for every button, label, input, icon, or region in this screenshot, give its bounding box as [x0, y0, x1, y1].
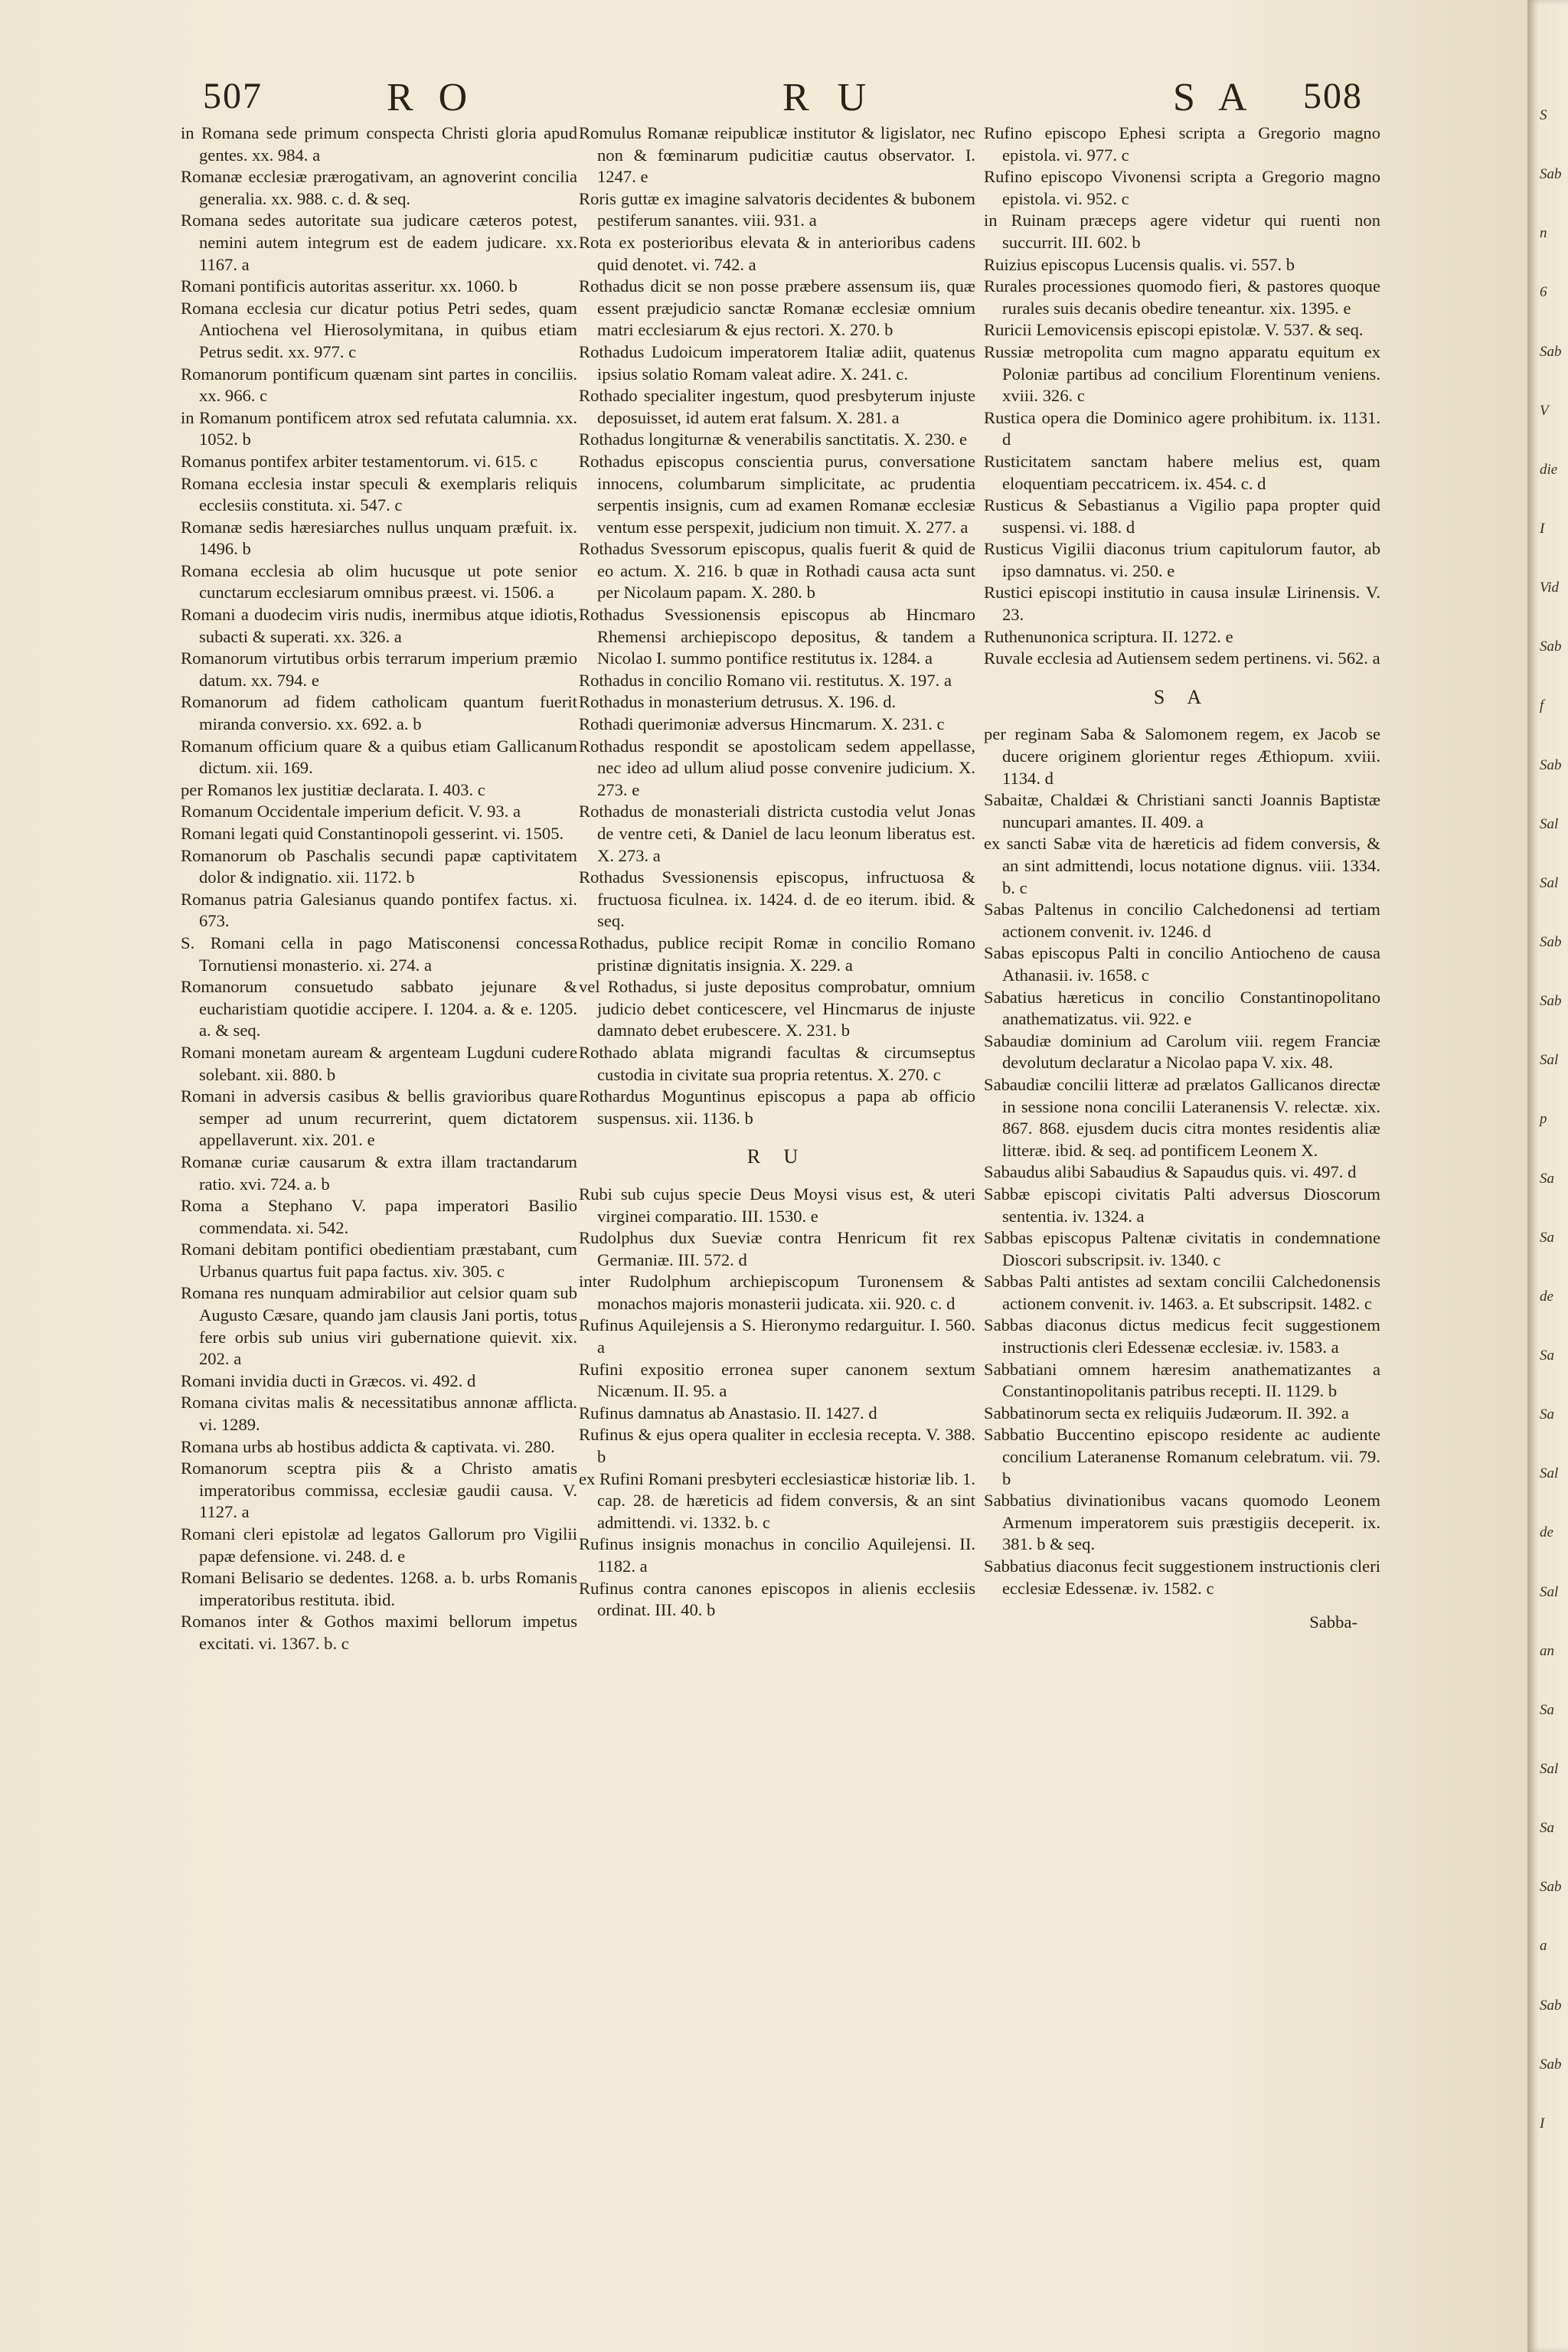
- index-entry: Romanæ curiæ causarum & extra illam tractandarum ratio. xvi. 724. a. b: [181, 1152, 577, 1194]
- index-entry: Rufinus damnatus ab Anastasio. II. 1427. d: [579, 1403, 877, 1423]
- next-page-fragment: Sab: [1540, 756, 1562, 773]
- index-entry: Sabbas diaconus dictus medicus fecit suggestionem instructionis cleri Edessenæ ecclesiæ. iv. 1583. a: [984, 1315, 1380, 1357]
- index-entry: Romani debitam pontifici obedientiam præstabant, cum Urbanus quartus fuit papa factus. xiv. 305. c: [181, 1240, 577, 1281]
- next-page-fragment: Sa: [1540, 1229, 1554, 1246]
- index-entry: Rufino episcopo Ephesi scripta a Gregorio magno epistola. vi. 977. c: [984, 123, 1380, 165]
- index-entry: Sabatius hæreticus in concilio Constantinopolitano anathematizatus. vii. 922. e: [984, 987, 1380, 1029]
- index-entry: per Romanos lex justitiæ declarata. I. 403. c: [181, 779, 485, 799]
- index-entry: Romani a duodecim viris nudis, inermibus atque idiotis, subacti & superati. xx. 326. a: [181, 605, 577, 646]
- index-entry: Romanus patria Galesianus quando pontifex factus. xi. 673.: [181, 889, 577, 931]
- index-column-2: [579, 122, 975, 2312]
- index-entry: Sabaudiæ concilii litteræ ad prælatos Gallicanos directæ in sessione nona concilii Lateranensis V. relectæ. xix. 867. 868. ejusdem ducis citra montes residentis aliæ litteræ. ibid. & seq. ad pontificem Leonem X.: [984, 1074, 1380, 1160]
- index-entry: Sabbatius divinationibus vacans quomodo Leonem Armenum imperatorem suis præstigiis deceperit. ix. 381. b & seq.: [984, 1491, 1380, 1554]
- next-page-fragment: Sa: [1540, 1170, 1554, 1187]
- index-entry: Rothardus Moguntinus episcopus a papa ab officio suspensus. xii. 1136. b: [579, 1086, 975, 1128]
- index-entry: Rufinus insignis monachus in concilio Aquilejensi. II. 1182. a: [579, 1534, 975, 1576]
- index-entry: Rufinus Aquilejensis a S. Hieronymo redarguitur. I. 560. a: [579, 1315, 975, 1357]
- index-entry: Rothado specialiter ingestum, quod presbyterum injuste deposuisset, id autem erat falsum. X. 281. a: [579, 386, 975, 427]
- next-page-fragment: Sa: [1540, 1406, 1554, 1423]
- index-entry: Rustici episcopi institutio in causa insulæ Lirinensis. V. 23.: [984, 583, 1380, 625]
- index-entry: Rothadus, publice recipit Romæ in concilio Romano pristinæ dignitatis insignia. X. 229. a: [579, 933, 975, 975]
- index-entry: Rothadus in concilio Romano vii. restitutus. X. 197. a: [579, 670, 952, 690]
- next-page-fragment: de: [1540, 1288, 1553, 1305]
- index-entry: Rothadi querimoniæ adversus Hincmarum. X. 231. c: [579, 714, 945, 734]
- index-entry: Sabaudus alibi Sabaudius & Sapaudus quis. vi. 497. d: [984, 1162, 1357, 1182]
- index-entry: Romani Belisario se dedentes. 1268. a. b. urbs Romanis imperatoribus restituta. ibid.: [181, 1568, 577, 1609]
- index-entry: Rothadus longiturnæ & venerabilis sanctitatis. X. 230. e: [579, 430, 968, 449]
- index-entry: Roris guttæ ex imagine salvatoris decidentes & bubonem pestiferum sanantes. viii. 931. a: [579, 188, 975, 230]
- index-entry: Rufinus & ejus opera qualiter in ecclesia recepta. V. 388. b: [579, 1425, 975, 1467]
- next-page-fragment: Sal: [1540, 1583, 1559, 1600]
- index-column-3: [984, 122, 1380, 2312]
- next-page-fragment: 6: [1540, 284, 1547, 301]
- index-entry: Romana res nunquam admirabilior aut celsior quam sub Augusto Cæsare, quando jam clausis Jani portis, totus fere orbis sub unius viri gubernatione quievit. xix. 202. a: [181, 1283, 577, 1369]
- next-page-fragment: Sa: [1540, 1820, 1554, 1837]
- index-entry: Rothadus de monasteriali districta custodia velut Jonas de ventre ceti, & Daniel de lacu leonum liberatus est. X. 273. a: [579, 802, 975, 865]
- index-entry: Romanum Occidentale imperium deficit. V. 93. a: [181, 802, 521, 822]
- next-page-fragment: V: [1540, 402, 1549, 419]
- next-page-fragment: an: [1540, 1642, 1554, 1659]
- index-entry: Rurales processiones quomodo fieri, & pastores quoque rurales suis decanis obedire teneantur. xix. 1395. e: [984, 276, 1380, 318]
- running-head-left: R O: [387, 76, 475, 119]
- next-page-fragment: Sab: [1540, 639, 1562, 655]
- index-entry: Russiæ metropolita cum magno apparatu equitum ex Poloniæ partibus ad concilium Florentinum veniens. xviii. 326. c: [984, 341, 1380, 406]
- index-entry: Ruthenunonica scriptura. II. 1272. e: [984, 626, 1233, 646]
- index-entry: Romanorum consuetudo sabbato jejunare & eucharistiam quotidie accipere. I. 1204. a. & e. 1205. a. & seq.: [181, 977, 577, 1040]
- index-entry: Romanos inter & Gothos maximi bellorum impetus excitati. vi. 1367. b. c: [181, 1612, 577, 1653]
- index-entry: Rothadus dicit se non posse præbere assensum iis, quæ essent præjudicio sanctæ Romanæ ecclesiæ omnium matri ecclesiarum & ejus rectori. X. 270. b: [579, 276, 975, 340]
- index-entry: ex Rufini Romani presbyteri ecclesiasticæ historiæ lib. 1. cap. 28. de hæreticis ad fidem conversis, & an sint admittendi. vi. 1332. b. c: [579, 1468, 975, 1532]
- next-page-fragment: a: [1540, 1938, 1547, 1955]
- index-entry: Rufini expositio erronea super canonem sextum Nicænum. II. 95. a: [579, 1359, 975, 1401]
- index-entry: vel Rothadus, si juste depositus comprobatur, omnium judicio debet conticescere, vel Hincmarus de injuste damnato debet erubescere. X. 231. b: [579, 977, 975, 1040]
- next-page-fragment: Sab: [1540, 166, 1562, 183]
- index-entry: Romana ecclesia cur dicatur potius Petri sedes, quam Antiochena vel Hierosolymitana, in quibus etiam Petrus sedit. xx. 977. c: [181, 298, 577, 361]
- index-entry: Romanus pontifex arbiter testamentorum. vi. 615. c: [181, 451, 538, 471]
- index-entry: Romanum officium quare & a quibus etiam Gallicanum dictum. xii. 169.: [181, 736, 577, 778]
- next-page-fragment: f: [1540, 697, 1544, 714]
- index-entry: Rothado ablata migrandi facultas & circumseptus custodia in civitate sua propria retentus. X. 270. c: [579, 1042, 975, 1084]
- index-entry: Romana ecclesia instar speculi & exemplaris reliquis ecclesiis constituta. xi. 547. c: [181, 473, 577, 515]
- index-entry: Rota ex posterioribus elevata & in anterioribus cadens quid denotet. vi. 742. a: [579, 232, 975, 274]
- index-entry: Sabbatius diaconus fecit suggestionem instructionis cleri ecclesiæ Edessenæ. iv. 1582. c: [984, 1557, 1380, 1598]
- next-page-fragment: Sa: [1540, 1348, 1554, 1364]
- index-entry: Rothadus Svessorum episcopus, qualis fuerit & quid de eo actum. X. 216. b quæ in Rothadi causa acta sunt per Nicolaum papam. X. 280. b: [579, 539, 975, 603]
- index-entry: Romani legati quid Constantinopoli gesserint. vi. 1505.: [181, 824, 564, 843]
- index-entry: Sabbæ episcopi civitatis Palti adversus Dioscorum sententia. iv. 1324. a: [984, 1184, 1380, 1226]
- index-entry: in Romanum pontificem atrox sed refutata calumnia. xx. 1052. b: [181, 407, 577, 449]
- index-entry: Rothadus in monasterium detrusus. X. 196. d.: [579, 692, 897, 712]
- index-entry: Romana ecclesia ab olim hucusque ut pote senior cunctarum ecclesiarum omnibus præest. vi. 1506. a: [181, 560, 577, 603]
- index-entry: Rustica opera die Dominico agere prohibitum. ix. 1131. d: [984, 407, 1380, 449]
- next-page-fragment: Sal: [1540, 1761, 1559, 1777]
- index-entry: Romani cleri epistolæ ad legatos Gallorum pro Vigilii papæ defensione. vi. 248. d. e: [181, 1524, 577, 1566]
- index-entry: Roma a Stephano V. papa imperatori Basilio commendata. xi. 542.: [181, 1196, 577, 1237]
- index-entry: Romulus Romanæ reipublicæ institutor & ligislator, nec non & fœminarum pudicitiæ cautus observator. I. 1247. e: [579, 123, 975, 187]
- index-entry: Romana urbs ab hostibus addicta & captivata. vi. 280.: [181, 1436, 555, 1456]
- next-page-fragment: Sab: [1540, 993, 1562, 1010]
- next-page-fragment: I: [1540, 521, 1545, 537]
- next-page-fragment: S: [1540, 107, 1547, 123]
- section-heading: R U: [746, 1145, 808, 1168]
- index-entry: Sabas episcopus Palti in concilio Antiocheno de causa Athanasii. iv. 1658. c: [984, 943, 1380, 985]
- next-page-fragment: Vid: [1540, 580, 1559, 596]
- index-entry: Romana civitas malis & necessitatibus annonæ afflicta. vi. 1289.: [181, 1393, 577, 1435]
- index-entry: Romana sedes autoritate sua judicare cæteros potest, nemini autem integrum est de eadem judicare. xx. 1167. a: [181, 211, 577, 274]
- index-entry: Ruizius episcopus Lucensis qualis. vi. 557. b: [984, 254, 1295, 274]
- index-entry: Ruvale ecclesia ad Autiensem sedem pertinens. vi. 562. a: [984, 648, 1380, 668]
- index-entry: Sabbatinorum secta ex reliquiis Judæorum. II. 392. a: [984, 1403, 1349, 1423]
- next-page-fragment: Sab: [1540, 1997, 1562, 2014]
- index-entry: Rufinus contra canones episcopos in alienis ecclesiis ordinat. III. 40. b: [579, 1578, 975, 1620]
- index-entry: Romani monetam auream & argenteam Lugduni cudere solebant. xii. 880. b: [181, 1042, 577, 1084]
- index-entry: Romanorum ad fidem catholicam quantum fuerit miranda conversio. xx. 692. a. b: [181, 692, 577, 734]
- index-entry: Rothadus Ludoicum imperatorem Italiæ adiit, quatenus ipsius solatio Romam valeat adire. X. 241. c.: [579, 341, 975, 384]
- next-page-fragment: de: [1540, 1524, 1553, 1541]
- next-page-fragment: Sal: [1540, 1465, 1559, 1482]
- index-entry: ex sancti Sabæ vita de hæreticis ad fidem conversis, & an sint admittendi, locus notatione dignus. viii. 1334. b. c: [984, 834, 1380, 897]
- next-page-fragment: die: [1540, 461, 1558, 478]
- next-page-fragment: Sal: [1540, 874, 1559, 891]
- page-number-right: 508: [1303, 76, 1363, 116]
- index-entry: Romanorum pontificum quænam sint partes in conciliis. xx. 966. c: [181, 364, 577, 406]
- next-page-fragment: Sal: [1540, 1052, 1559, 1069]
- next-page-fragment: p: [1540, 1111, 1547, 1128]
- index-entry: Sabbatiani omnem hæresim anathematizantes a Constantinopolitanis patribus recepti. II. 1129. b: [984, 1359, 1380, 1401]
- index-entry: Romani invidia ducti in Græcos. vi. 492. d: [181, 1370, 476, 1390]
- page-number-left: 507: [203, 76, 263, 116]
- index-entry: Rubi sub cujus specie Deus Moysi visus est, & uteri virginei comparatio. III. 1530. e: [579, 1184, 975, 1226]
- next-page-fragment: Sab: [1540, 1879, 1562, 1896]
- index-entry: Rudolphus dux Sueviæ contra Henricum fit rex Germaniæ. III. 572. d: [579, 1228, 975, 1269]
- running-head-middle: R U: [782, 76, 876, 119]
- index-entry: Ruricii Lemovicensis episcopi epistolæ. V. 537. & seq.: [984, 320, 1364, 340]
- next-page-edge: [1527, 0, 1568, 2352]
- index-entry: Rothadus respondit se apostolicam sedem appellasse, nec ideo ad ullum aliud posse convenire judicium. X. 273. e: [579, 736, 975, 799]
- next-page-fragment: Sab: [1540, 343, 1562, 360]
- index-entry: Rusticitatem sanctam habere melius est, quam eloquentiam peccatricem. ix. 454. c. d: [984, 451, 1380, 493]
- catchword: Sabba-: [1309, 1612, 1357, 1632]
- index-entry: per reginam Saba & Salomonem regem, ex Jacob se ducere originem glorientur reges Æthiopum. xviii. 1134. d: [984, 724, 1380, 788]
- index-entry: Rusticus & Sebastianus a Vigilio papa propter quid suspensi. vi. 188. d: [984, 495, 1380, 537]
- next-page-fragment: I: [1540, 2115, 1545, 2132]
- index-entry: Rufino episcopo Vivonensi scripta a Gregorio magno epistola. vi. 952. c: [984, 167, 1380, 208]
- index-entry: Sabaitæ, Chaldæi & Christiani sancti Joannis Baptistæ nuncupari amantes. II. 409. a: [984, 790, 1380, 831]
- index-entry: Sabbas Palti antistes ad sextam concilii Calchedonensis actionem convenit. iv. 1463. a. Et subscripsit. 1482. c: [984, 1272, 1380, 1313]
- index-entry: Sabbatio Buccentino episcopo residente ac audiente concilium Lateranense Romanum celebratum. vii. 79. b: [984, 1425, 1380, 1488]
- next-page-fragment: Sab: [1540, 934, 1562, 950]
- index-entry: Rothadus Svessionensis episcopus ab Hincmaro Rhemensi archiepiscopo depositus, & tandem a Nicolao I. summo pontifice restitutus ix. 1284. a: [579, 605, 975, 668]
- index-entry: Romanorum virtutibus orbis terrarum imperium præmio datum. xx. 794. e: [181, 648, 577, 690]
- index-entry: Rothadus Svessionensis episcopus, infructuosa & fructuosa ficulnea. ix. 1424. d. de eo iterum. ibid. & seq.: [579, 867, 975, 931]
- next-page-fragment: n: [1540, 225, 1547, 242]
- index-entry: Romanorum sceptra piis & a Christo amatis imperatoribus commissa, ecclesiæ gaudii causa. V. 1127. a: [181, 1459, 577, 1522]
- next-page-fragment: Sa: [1540, 1701, 1554, 1718]
- index-entry: Romanorum ob Paschalis secundi papæ captivitatem dolor & indignatio. xii. 1172. b: [181, 845, 577, 887]
- index-entry: in Romana sede primum conspecta Christi gloria apud gentes. xx. 984. a: [181, 123, 577, 165]
- index-entry: Sabbas episcopus Paltenæ civitatis in condemnatione Dioscori subscripsit. iv. 1340. c: [984, 1228, 1380, 1269]
- next-page-fragment: Sab: [1540, 2056, 1562, 2073]
- next-page-fragment: Sal: [1540, 815, 1559, 832]
- index-entry: Rusticus Vigilii diaconus trium capitulorum fautor, ab ipso damnatus. vi. 250. e: [984, 539, 1380, 580]
- index-entry: Romani in adversis casibus & bellis gravioribus quare semper ad unum recurrerint, quem dictatorem appellaverunt. xix. 201. e: [181, 1086, 577, 1150]
- index-entry: Rothadus episcopus conscientia purus, conversatione innocens, columbarum simplicitate, ac prudentia serpentis insignis, cum ad examen Romanæ ecclesiæ ventum esse perspexit, judicium non timuit. X. 277. a: [579, 451, 975, 537]
- index-column-1: [181, 122, 577, 2312]
- section-heading: S A: [1153, 685, 1211, 708]
- index-entry: S. Romani cella in pago Matisconensi concessa Tornutiensi monasterio. xi. 274. a: [181, 933, 577, 975]
- index-entry: Sabas Paltenus in concilio Calchedonensi ad tertiam actionem convenit. iv. 1246. d: [984, 900, 1380, 941]
- index-entry: Romanæ ecclesiæ prærogativam, an agnoverint concilia generalia. xx. 988. c. d. & seq.: [181, 167, 577, 208]
- index-entry: Romanæ sedis hæresiarches nullus unquam præfuit. ix. 1496. b: [181, 517, 577, 559]
- index-entry: in Ruinam præceps agere videtur qui ruenti non succurrit. III. 602. b: [984, 211, 1380, 252]
- index-entry: inter Rudolphum archiepiscopum Turonensem & monachos majoris monasterii judicata. xii. 920. c. d: [579, 1272, 975, 1313]
- index-entry: Sabaudiæ dominium ad Carolum viii. regem Franciæ devolutum declaratur a Nicolao papa V. xix. 48.: [984, 1031, 1380, 1073]
- running-head-right: S A: [1173, 76, 1255, 119]
- index-entry: Romani pontificis autoritas asseritur. xx. 1060. b: [181, 276, 518, 296]
